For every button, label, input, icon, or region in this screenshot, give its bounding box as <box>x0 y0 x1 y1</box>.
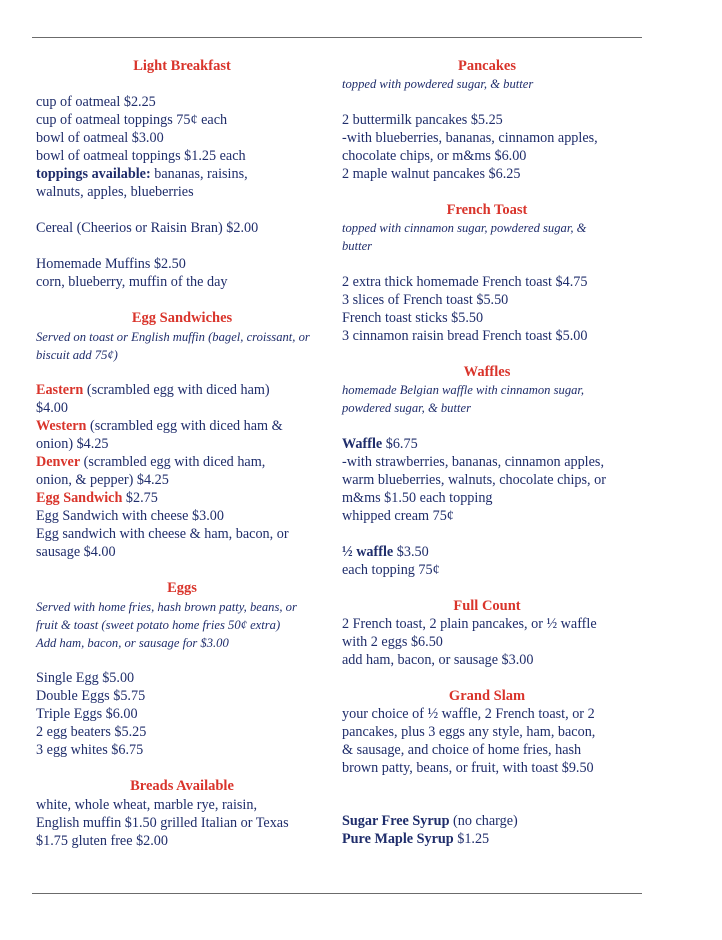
menu-item-sugar-free-syrup <box>342 812 518 830</box>
menu-item: add ham, bacon, or sausage $3.00 <box>342 652 534 668</box>
menu-item: whipped cream 75¢ <box>342 508 454 524</box>
menu-item-western <box>36 417 283 435</box>
menu-item: 2 French toast, 2 plain pancakes, or ½ waffle <box>342 616 597 632</box>
item-name: Sugar Free Syrup <box>342 813 450 829</box>
item-desc: (scrambled egg with diced ham) <box>83 382 270 398</box>
menu-item: & sausage, and choice of home fries, hash <box>342 742 582 758</box>
menu-item: -with strawberries, bananas, cinnamon apples, <box>342 454 604 470</box>
menu-item: Single Egg $5.00 <box>36 670 135 686</box>
top-rule <box>32 37 642 38</box>
item-name: Western <box>36 418 87 434</box>
menu-item: $1.75 gluten free $2.00 <box>36 833 168 849</box>
item-price: $6.75 <box>382 436 418 452</box>
section-note: Served with home fries, hash brown patty, beans, or <box>36 600 297 614</box>
item-desc: (no charge) <box>449 813 518 829</box>
menu-item: 3 egg whites $6.75 <box>36 742 144 758</box>
menu-item: m&ms $1.50 each topping <box>342 490 493 506</box>
item-desc-cont: onion) $4.25 <box>36 436 109 452</box>
menu-item: chocolate chips, or m&ms $6.00 <box>342 148 527 164</box>
section-title-full-count: Full Count <box>453 598 521 614</box>
section-note: fruit & toast (sweet potato home fries 50¢ extra) <box>36 618 281 632</box>
menu-item: French toast sticks $5.50 <box>342 310 484 326</box>
menu-item: 2 egg beaters $5.25 <box>36 724 147 740</box>
item-name: Eastern <box>36 382 84 398</box>
section-title-light-breakfast: Light Breakfast <box>133 58 231 74</box>
section-title-waffles: Waffles <box>463 364 511 380</box>
menu-item: Cereal (Cheerios or Raisin Bran) $2.00 <box>36 220 259 236</box>
menu-item: sausage $4.00 <box>36 544 116 560</box>
section-note: powdered sugar, & butter <box>342 401 471 415</box>
menu-item: Egg Sandwich with cheese $3.00 <box>36 508 224 524</box>
menu-item: each topping 75¢ <box>342 562 440 578</box>
menu-item: Homemade Muffins $2.50 <box>36 256 186 272</box>
menu-item: 2 buttermilk pancakes $5.25 <box>342 112 503 128</box>
section-note: topped with powdered sugar, & butter <box>342 77 534 91</box>
item-name: Pure Maple Syrup <box>342 831 454 847</box>
section-note: homemade Belgian waffle with cinnamon sugar, <box>342 383 585 397</box>
menu-item: warm blueberries, walnuts, chocolate chips, or <box>342 472 606 488</box>
section-title-breads: Breads Available <box>130 778 234 794</box>
section-title-grand-slam: Grand Slam <box>448 688 526 704</box>
item-desc: (scrambled egg with diced ham, <box>80 454 266 470</box>
menu-item: Egg sandwich with cheese & ham, bacon, or <box>36 526 289 542</box>
toppings-list-cont: walnuts, apples, blueberries <box>36 184 194 200</box>
menu-item: your choice of ½ waffle, 2 French toast, or 2 <box>342 706 595 722</box>
menu-item: 3 slices of French toast $5.50 <box>342 292 509 308</box>
menu-item: Double Eggs $5.75 <box>36 688 146 704</box>
toppings-list: bananas, raisins, <box>150 166 248 182</box>
section-title-eggs: Eggs <box>167 580 197 596</box>
item-price: $2.75 <box>122 490 158 506</box>
toppings-label: toppings available: <box>36 166 151 182</box>
menu-item: with 2 eggs $6.50 <box>342 634 443 650</box>
toppings-line <box>36 165 248 183</box>
item-price: $4.00 <box>36 400 68 416</box>
section-note: topped with cinnamon sugar, powdered sugar, & <box>342 221 587 235</box>
item-name: ½ waffle <box>342 544 394 560</box>
menu-item-egg-sandwich <box>36 489 158 507</box>
section-title-egg-sandwiches: Egg Sandwiches <box>131 310 233 326</box>
section-note: Add ham, bacon, or sausage for $3.00 <box>36 636 229 650</box>
menu-item: brown patty, beans, or fruit, with toast $9.50 <box>342 760 594 776</box>
menu-item-maple-syrup <box>342 830 489 848</box>
menu-item: 2 maple walnut pancakes $6.25 <box>342 166 521 182</box>
menu-item: bowl of oatmeal $3.00 <box>36 130 164 146</box>
section-title-french-toast: French Toast <box>446 202 528 218</box>
menu-item: 2 extra thick homemade French toast $4.75 <box>342 274 588 290</box>
menu-item: 3 cinnamon raisin bread French toast $5.00 <box>342 328 588 344</box>
menu-item: English muffin $1.50 grilled Italian or Texas <box>36 815 289 831</box>
section-note: butter <box>342 239 373 253</box>
menu-item-desc: corn, blueberry, muffin of the day <box>36 274 228 290</box>
menu-item: cup of oatmeal toppings 75¢ each <box>36 112 228 128</box>
menu-item: cup of oatmeal $2.25 <box>36 94 156 110</box>
item-desc: (scrambled egg with diced ham & <box>86 418 283 434</box>
menu-item-eastern <box>36 381 270 399</box>
item-price: $1.25 <box>453 831 490 847</box>
menu-item: Triple Eggs $6.00 <box>36 706 138 722</box>
menu-item: -with blueberries, bananas, cinnamon apples, <box>342 130 598 146</box>
menu-item: white, whole wheat, marble rye, raisin, <box>36 797 258 813</box>
section-note: Served on toast or English muffin (bagel, croissant, or <box>36 330 310 344</box>
item-name: Denver <box>36 454 81 470</box>
item-name: Egg Sandwich <box>36 490 123 506</box>
item-name: Waffle <box>342 436 383 452</box>
menu-item: pancakes, plus 3 eggs any style, ham, bacon, <box>342 724 596 740</box>
menu-item: bowl of oatmeal toppings $1.25 each <box>36 148 246 164</box>
menu-item-waffle <box>342 435 418 453</box>
bottom-rule <box>32 893 642 894</box>
menu-item-denver <box>36 453 265 471</box>
item-desc-cont: onion, & pepper) $4.25 <box>36 472 169 488</box>
item-price: $3.50 <box>393 544 429 560</box>
section-note: biscuit add 75¢) <box>36 348 118 362</box>
section-title-pancakes: Pancakes <box>458 58 516 74</box>
menu-item-half-waffle <box>342 543 429 561</box>
